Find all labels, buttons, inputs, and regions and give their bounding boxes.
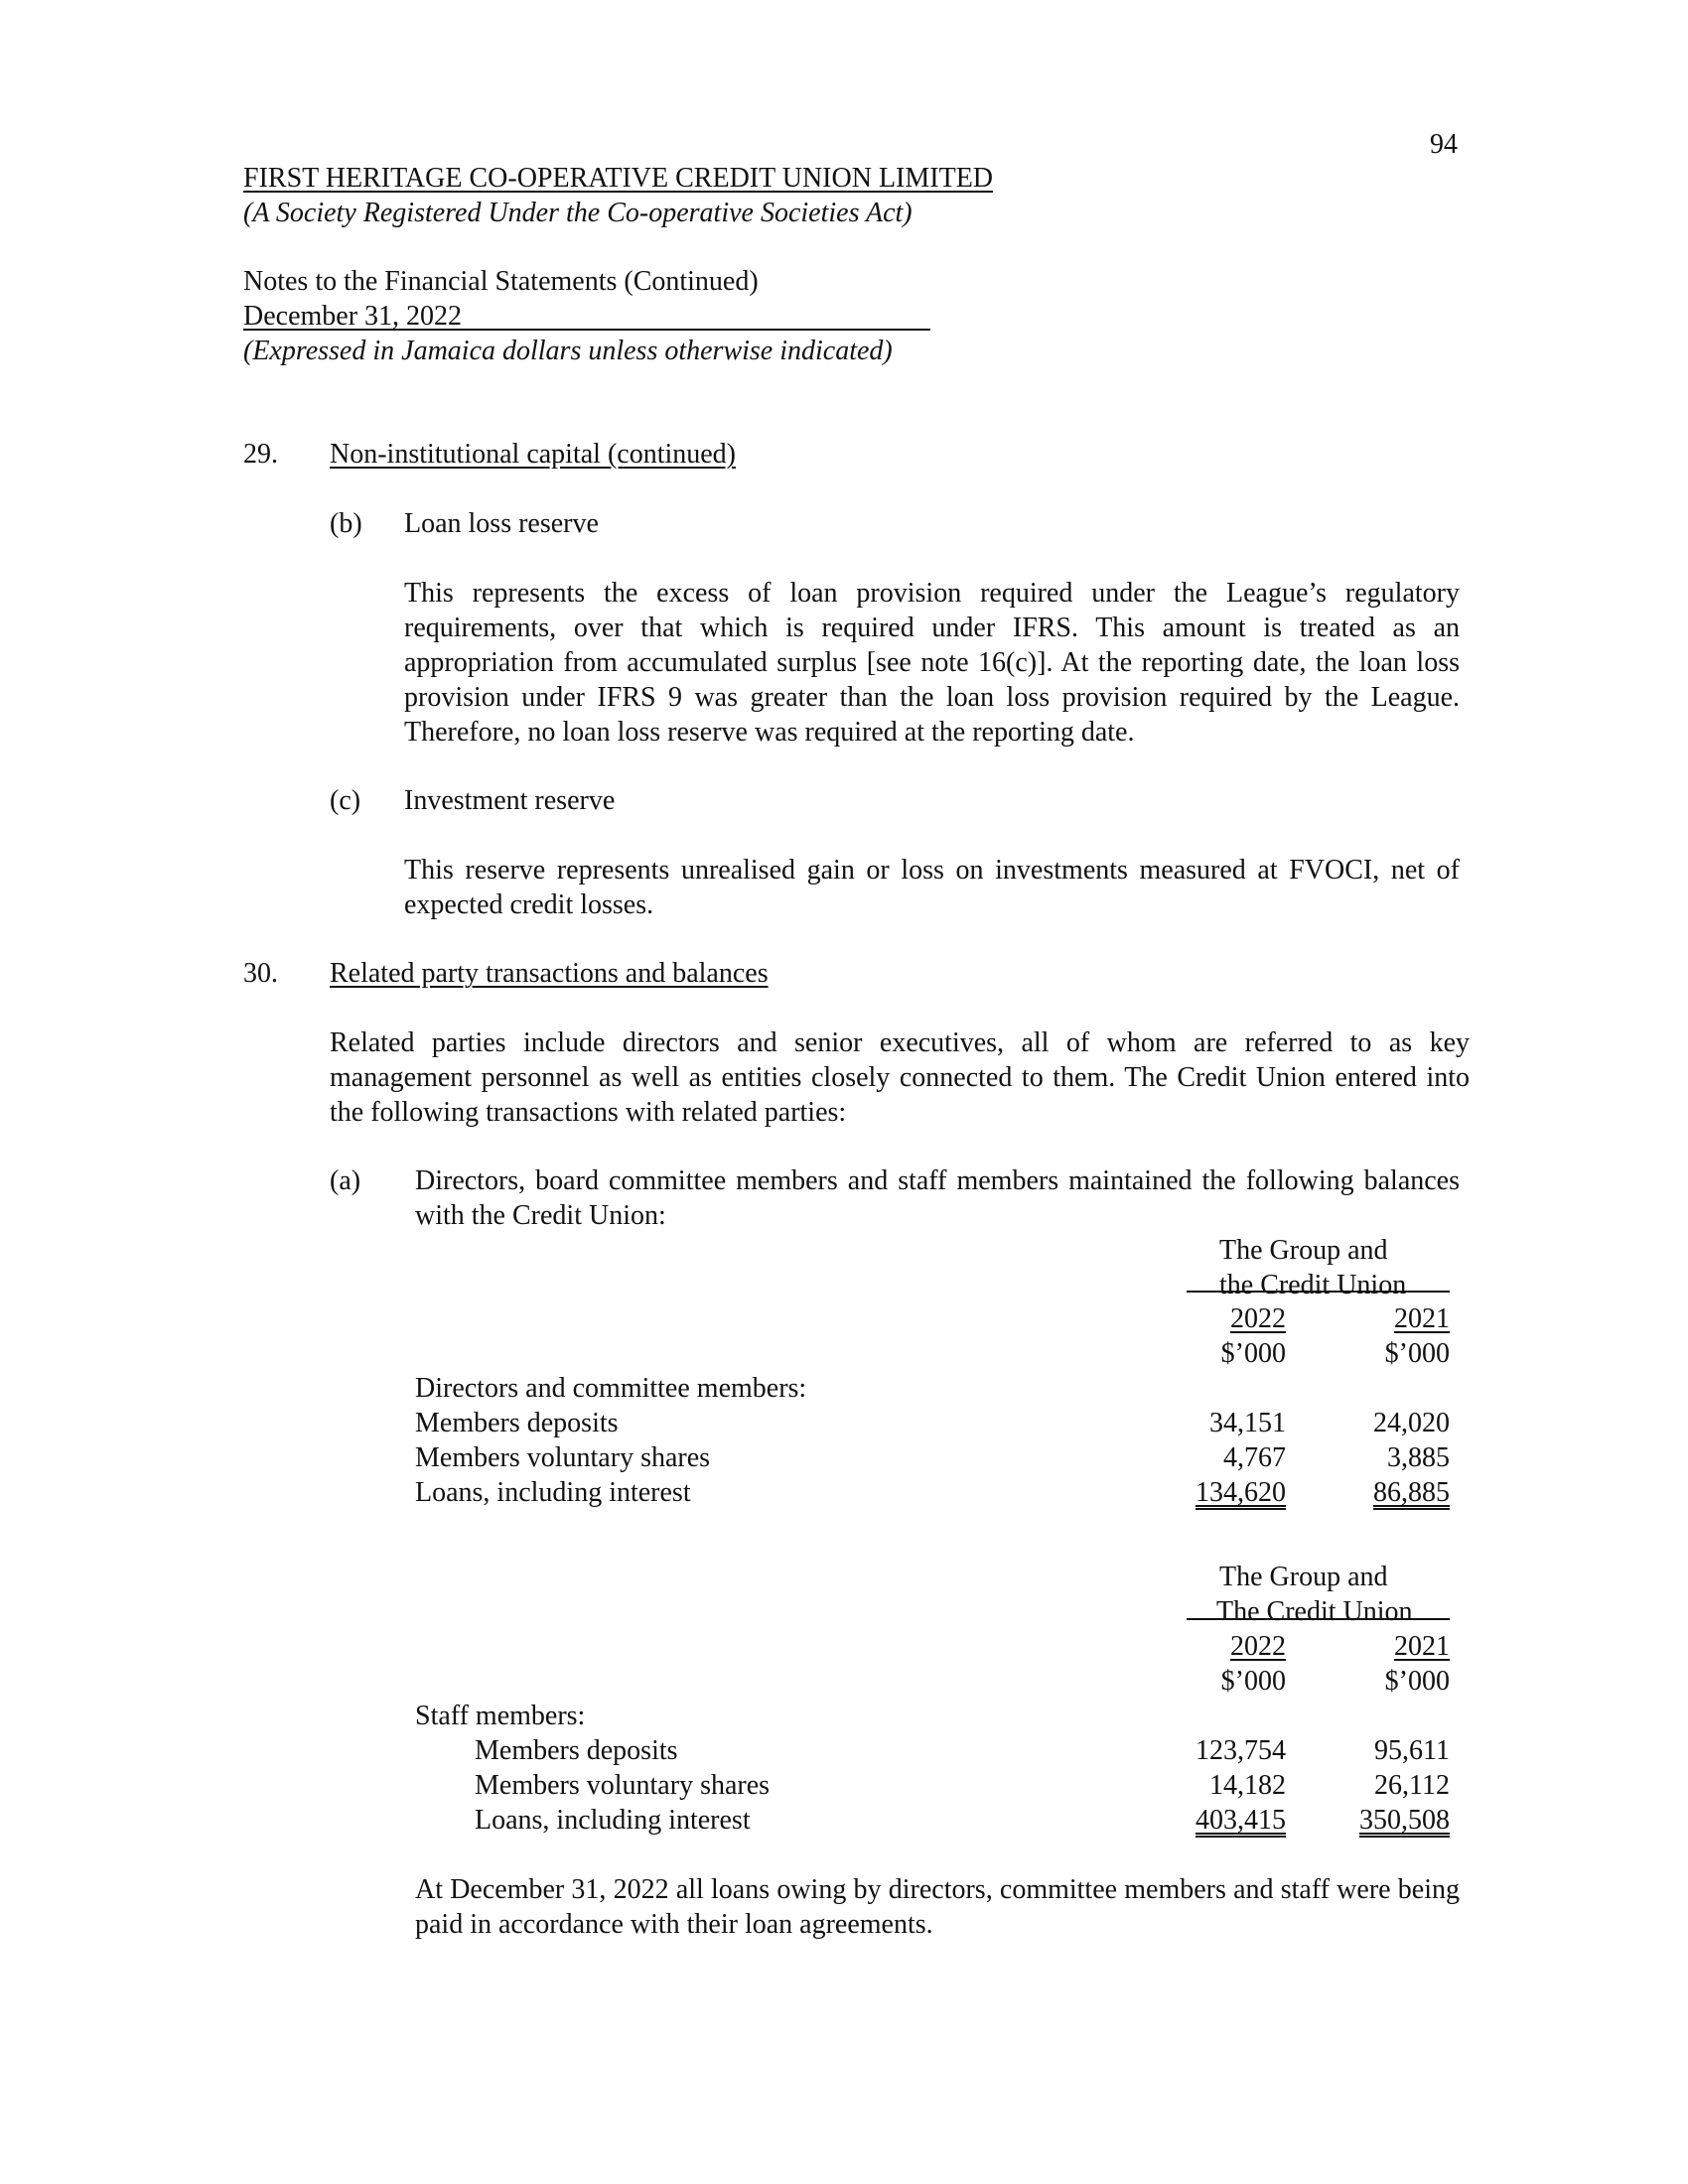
- note-29c-title: Investment reserve: [404, 785, 616, 816]
- currency-note: (Expressed in Jamaica dollars unless otherwise indicated): [243, 336, 893, 366]
- note-30-heading: Related party transactions and balances: [330, 958, 769, 989]
- note-30a-text: Directors, board committee members and staff members maintained the following balances with the Credit Union:: [415, 1165, 1460, 1231]
- note-30-number: 30.: [243, 958, 278, 989]
- table1-col2-year: 2021: [1394, 1303, 1450, 1334]
- note-29b-text: This represents the excess of loan provision required under the League’s regulatory requirements, over that which is required under IFRS. This amount is treated as an appropriation from accumulated surplus [see note 16(c)]. At the reporting date, the loan loss provision under IFRS 9 was greater than the loan loss provision required by the League. Therefore, no loan loss reserve was required at the reporting date.: [404, 578, 1460, 748]
- org-subtitle: (A Society Registered Under the Co-operative Societies Act): [243, 198, 913, 228]
- table1-row-label: Loans, including interest: [415, 1477, 691, 1508]
- table2-col1-year: 2022: [1230, 1631, 1286, 1662]
- table2-row-2022: 403,415: [1196, 1805, 1286, 1836]
- table2-header-line1: The Group and: [1219, 1562, 1388, 1592]
- table1-row-2022: 34,151: [1209, 1408, 1286, 1438]
- table1-row-2021: 24,020: [1373, 1408, 1450, 1438]
- table1-row-2022: 134,620: [1196, 1477, 1286, 1508]
- table1-row-2021-total: [1321, 1475, 1450, 1510]
- header-divider: [243, 329, 930, 331]
- note-30a-label: (a): [330, 1165, 361, 1196]
- table1-row-label: Members deposits: [415, 1408, 619, 1438]
- table1-row-label: Members voluntary shares: [415, 1442, 711, 1473]
- table2-row-2021-total: [1321, 1803, 1450, 1838]
- table1-col2-unit: $’000: [1384, 1338, 1450, 1369]
- note-30-intro: Related parties include directors and senior executives, all of whom are referred to as key management personnel as well as entities closely connected to them. The Credit Union entered into the following transactions with related parties:: [330, 1027, 1470, 1128]
- table2-row-label: Members voluntary shares: [475, 1770, 771, 1801]
- note-30-closing: At December 31, 2022 all loans owing by directors, committee members and staff were being paid in accordance with their loan agreements.: [415, 1874, 1460, 1940]
- table2-row-2021: 95,611: [1374, 1735, 1450, 1766]
- org-name: FIRST HERITAGE CO-OPERATIVE CREDIT UNION LIMITED: [243, 163, 994, 194]
- statement-date: December 31, 2022: [243, 301, 463, 332]
- table2-row-2022: 123,754: [1196, 1735, 1286, 1766]
- table2-row-label: Loans, including interest: [475, 1805, 751, 1836]
- table1-header-line1: The Group and: [1219, 1235, 1388, 1266]
- table1-row-2022-total: [1152, 1475, 1286, 1510]
- table2-col2-year: 2021: [1394, 1631, 1450, 1662]
- note-29b-label: (b): [330, 508, 362, 539]
- doc-title: Notes to the Financial Statements (Continued): [243, 266, 759, 297]
- table2-col2-unit: $’000: [1384, 1666, 1450, 1697]
- table2-header-line2: The Credit Union: [1216, 1596, 1413, 1627]
- table1-row-2022: 4,767: [1223, 1442, 1286, 1473]
- page-number: 94: [1430, 129, 1458, 160]
- table2-row-2021: 26,112: [1374, 1770, 1450, 1801]
- table2-row-2022: 14,182: [1209, 1770, 1286, 1801]
- table2-row-label: Members deposits: [475, 1735, 678, 1766]
- table2-section-label: Staff members:: [415, 1701, 586, 1731]
- table1-row-2021: 3,885: [1387, 1442, 1450, 1473]
- note-29-heading: Non-institutional capital (continued): [330, 439, 737, 470]
- table2-row-2022-total: [1152, 1803, 1286, 1838]
- table1-row-2021: 86,885: [1373, 1477, 1450, 1508]
- table2-col1-unit: $’000: [1220, 1666, 1286, 1697]
- table1-section-label: Directors and committee members:: [415, 1373, 807, 1404]
- table1-header-line2: the Credit Union: [1219, 1270, 1407, 1300]
- table2-header-rule: [1187, 1618, 1450, 1620]
- table1-col1-year: 2022: [1230, 1303, 1286, 1334]
- table2-row-2021: 350,508: [1359, 1805, 1450, 1836]
- note-29c-label: (c): [330, 785, 361, 816]
- note-29b-title: Loan loss reserve: [404, 508, 599, 539]
- note-29-number: 29.: [243, 439, 278, 470]
- table1-header-rule: [1187, 1291, 1450, 1293]
- note-29c-text: This reserve represents unrealised gain or loss on investments measured at FVOCI, net of expected credit losses.: [404, 855, 1460, 920]
- table1-col1-unit: $’000: [1220, 1338, 1286, 1369]
